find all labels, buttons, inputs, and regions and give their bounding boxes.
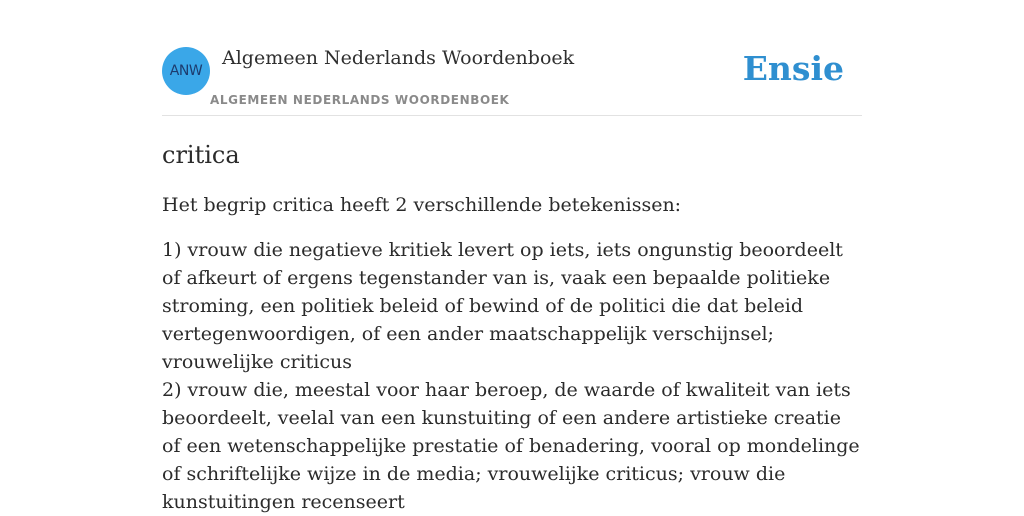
- source-header: [162, 40, 862, 116]
- definition-item-1: 1) vrouw die negatieve kritiek levert op iets, iets ongunstig beoordeelt of afkeurt of ergens tegenstander van is, vaak een bepaalde politieke stroming, een politiek beleid of bewind of de politici die dat beleid vertegenwoordigen, of een ander maatschappelijk verschijnsel; vrouwelijke criticus: [162, 239, 843, 373]
- definition-item-2: 2) vrouw die, meestal voor haar beroep, de waarde of kwaliteit van iets beoordeelt, veelal van een kunstuiting of een andere artistieke creatie of een wetenschappelijke prestatie of benadering, vooral op mondelinge of schriftelijke wijze in de media; vrouwelijke criticus; vrouw die kunstuitingen recenseert: [162, 379, 860, 513]
- source-subtitle: ALGEMEEN NEDERLANDS WOORDENBOEK: [210, 93, 510, 107]
- logo-text: ANW: [169, 63, 203, 79]
- entry-intro: Het begrip critica heeft 2 verschillende betekenissen:: [162, 194, 682, 216]
- ensie-brand-logo[interactable]: Ensie: [742, 49, 844, 88]
- content-card: [162, 40, 862, 516]
- definition-list: [162, 236, 862, 516]
- anw-logo[interactable]: [162, 47, 210, 95]
- source-title[interactable]: Algemeen Nederlands Woordenboek: [222, 47, 575, 69]
- entry-word: critica: [162, 141, 240, 169]
